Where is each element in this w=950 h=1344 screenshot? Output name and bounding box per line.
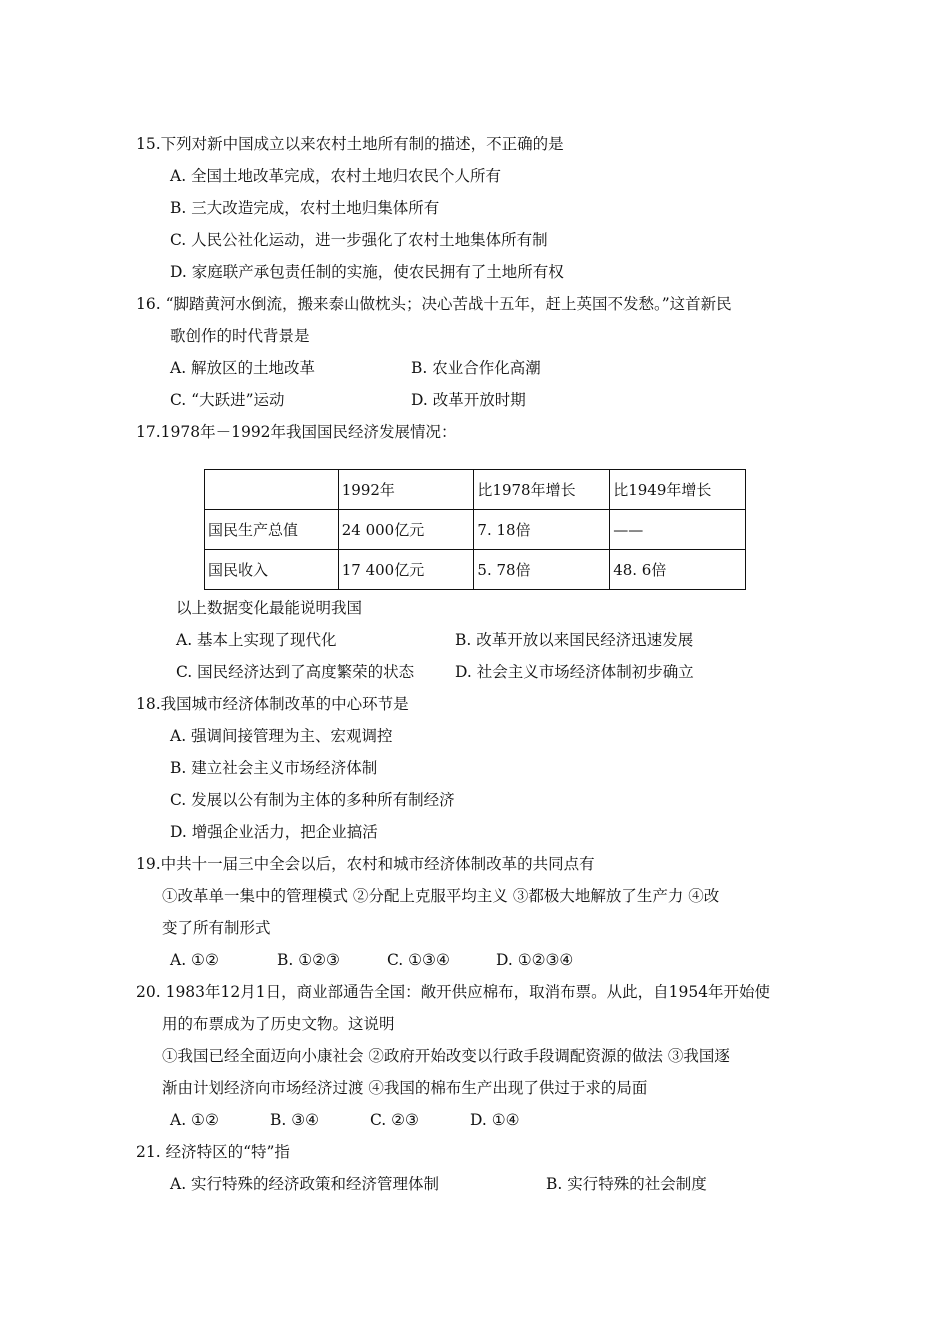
q18-stem: 18.我国城市经济体制改革的中心环节是 xyxy=(136,695,409,713)
q21-option-b: B. 实行特殊的社会制度 xyxy=(546,1175,707,1193)
table-header-row xyxy=(205,470,746,510)
q17-option-a: A. 基本上实现了现代化 xyxy=(176,631,337,649)
q19-option-b: B. ①②③ xyxy=(277,951,340,969)
q15-stem: 15.下列对新中国成立以来农村土地所有制的描述，不正确的是 xyxy=(136,135,564,153)
table-cell: 17 400亿元 xyxy=(338,550,474,590)
q15-option-a: A. 全国土地改革完成，农村土地归农民个人所有 xyxy=(170,167,502,185)
table-cell: —— xyxy=(610,510,746,550)
q17-prompt: 以上数据变化最能说明我国 xyxy=(176,599,363,617)
table-cell: 比1949年增长 xyxy=(610,470,746,510)
table-row xyxy=(205,510,746,550)
q16-stem-line2: 歌创作的时代背景是 xyxy=(170,327,310,345)
table-cell: 比1978年增长 xyxy=(474,470,610,510)
table-cell: 国民收入 xyxy=(205,550,339,590)
q20-statements-line2: 渐由计划经济向市场经济过渡 ④我国的棉布生产出现了供过于求的局面 xyxy=(162,1079,648,1097)
q19-option-d: D. ①②③④ xyxy=(496,951,574,969)
q17-option-d: D. 社会主义市场经济体制初步确立 xyxy=(455,663,694,681)
q16-option-b: B. 农业合作化高潮 xyxy=(411,359,541,377)
table-row xyxy=(205,550,746,590)
q15-option-c: C. 人民公社化运动，进一步强化了农村土地集体所有制 xyxy=(170,231,548,249)
q20-option-d: D. ①④ xyxy=(470,1111,520,1129)
q20-stem-line1: 20. 1983年12月1日，商业部通告全国：敞开供应棉布，取消布票。从此，自1954年开始使 xyxy=(136,983,771,1001)
economy-data-table xyxy=(204,469,746,590)
table-cell: 48. 6倍 xyxy=(610,550,746,590)
q15-option-d: D. 家庭联产承包责任制的实施，使农民拥有了土地所有权 xyxy=(170,263,564,281)
q16-stem-line1: 16. “脚踏黄河水倒流，搬来泰山做枕头；决心苦战十五年，赶上英国不发愁。”这首新民 xyxy=(136,295,732,313)
q19-stem: 19.中共十一届三中全会以后，农村和城市经济体制改革的共同点有 xyxy=(136,855,595,873)
q19-option-a: A. ①② xyxy=(170,951,219,969)
q17-option-c: C. 国民经济达到了高度繁荣的状态 xyxy=(176,663,415,681)
q20-stem-line2: 用的布票成为了历史文物。这说明 xyxy=(162,1015,395,1033)
q20-option-b: B. ③④ xyxy=(270,1111,320,1129)
table-cell: 5. 78倍 xyxy=(474,550,610,590)
q15-option-b: B. 三大改造完成，农村土地归集体所有 xyxy=(170,199,440,217)
q16-option-d: D. 改革开放时期 xyxy=(411,391,526,409)
q19-statements-line2: 变了所有制形式 xyxy=(162,919,271,937)
table-cell xyxy=(205,470,339,510)
table-cell: 24 000亿元 xyxy=(338,510,474,550)
q18-option-d: D. 增强企业活力，把企业搞活 xyxy=(170,823,378,841)
q17-option-b: B. 改革开放以来国民经济迅速发展 xyxy=(455,631,694,649)
q16-option-a: A. 解放区的土地改革 xyxy=(170,359,316,377)
q18-option-b: B. 建立社会主义市场经济体制 xyxy=(170,759,378,777)
q21-stem: 21. 经济特区的“特”指 xyxy=(136,1143,290,1161)
q18-option-c: C. 发展以公有制为主体的多种所有制经济 xyxy=(170,791,455,809)
q20-statements-line1: ①我国已经全面迈向小康社会 ②政府开始改变以行政手段调配资源的做法 ③我国逐 xyxy=(162,1047,730,1065)
table-cell: 1992年 xyxy=(338,470,474,510)
table-cell: 7. 18倍 xyxy=(474,510,610,550)
q19-option-c: C. ①③④ xyxy=(387,951,450,969)
table-cell: 国民生产总值 xyxy=(205,510,339,550)
q16-option-c: C. “大跃进”运动 xyxy=(170,391,285,409)
q19-statements-line1: ①改革单一集中的管理模式 ②分配上克服平均主义 ③都极大地解放了生产力 ④改 xyxy=(162,887,720,905)
q18-option-a: A. 强调间接管理为主、宏观调控 xyxy=(170,727,393,745)
q20-option-c: C. ②③ xyxy=(370,1111,419,1129)
q20-option-a: A. ①② xyxy=(170,1111,219,1129)
q21-option-a: A. 实行特殊的经济政策和经济管理体制 xyxy=(170,1175,440,1193)
q17-stem: 17.1978年－1992年我国国民经济发展情况： xyxy=(136,423,457,441)
